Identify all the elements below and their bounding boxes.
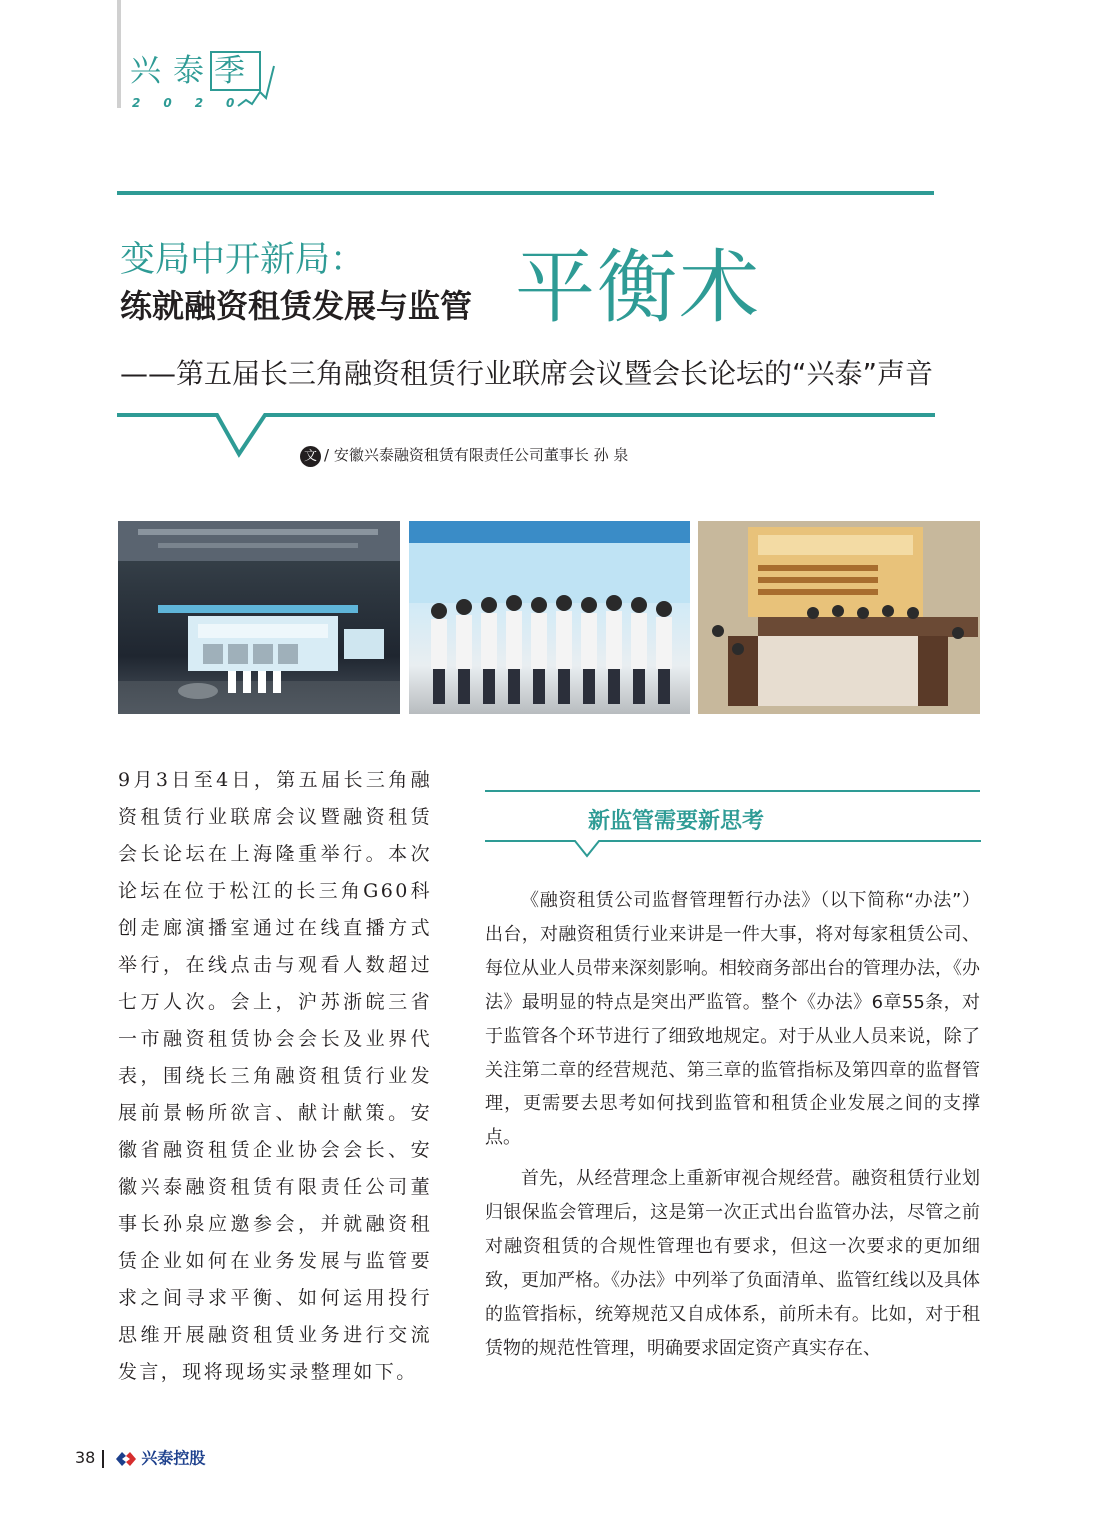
photo-studio-illustration [118, 521, 400, 714]
photo-meeting-illustration [698, 521, 980, 714]
page-number: 38 [75, 1448, 96, 1467]
title-line-2: 练就融资租赁发展与监管 [120, 287, 473, 325]
masthead-title-main: 兴泰 [130, 53, 216, 89]
masthead-year: 2020 [132, 96, 258, 110]
photo-meeting [698, 521, 980, 714]
masthead-title-boxed: 季 [210, 51, 261, 91]
section-bottom-rule [485, 832, 981, 860]
photo-studio [118, 521, 400, 714]
byline [300, 444, 628, 467]
footer-separator [102, 1450, 104, 1468]
section-top-rule [485, 790, 980, 792]
title-big: 平衡术 [515, 241, 761, 334]
subtitle: ——第五届长三角融资租赁行业联席会议暨会长论坛的“兴泰”声音 [120, 357, 934, 390]
masthead-bar [117, 0, 121, 108]
byline-text: / 安徽兴泰融资租赁有限责任公司董事长 孙 泉 [324, 446, 629, 464]
photo-group [409, 521, 690, 714]
left-column-paragraph: 9月3日至4日，第五届长三角融资租赁行业联席会议暨融资租赁会长论坛在上海隆重举行。本次论坛在位于松江的长三角G60科创走廊演播室通过在线直播方式举行，在线点击与观看人数超过七万人次。会上，沪苏浙皖三省一市融资租赁协会会长及业界代表，围绕长三角融资租赁行业发展前景畅所欲言、献计献策。安徽省融资租赁企业协会会长、安徽兴泰融资租赁有限责任公司董事长孙泉应邀参会，并就融资租赁企业如何在业务发展与监管要求之间寻求平衡、如何运用投行思维开展融资租赁业务进行交流发言，现将现场实录整理如下。 [118, 769, 432, 1383]
brand-logo-icon [114, 1450, 138, 1468]
section-heading: 新监管需要新思考 [587, 809, 764, 834]
right-paragraph-2: 首先，从经营理念上重新审视合规经营。融资租赁行业划归银保监会管理后，这是第一次正式出台监管办法，尽管之前对融资租赁的合规性管理也有要求，但这一次要求的更加细致，更加严格。《办法》中列举了负面清单、监管红线以及具体的监管指标，统筹规范又自成体系，前所未有。比如，对于租赁物的规范性管理，明确要求固定资产真实存在、 [485, 1168, 980, 1359]
byline-badge: 文 [300, 446, 321, 467]
right-paragraph-1: 《融资租赁公司监督管理暂行办法》（以下简称“办法”）出台，对融资租赁行业来讲是一件大事，将对每家租赁公司、每位从业人员带来深刻影响。相较商务部出台的管理办法，《办法》最明显的特点是突出严监管。整个《办法》6章55条，对于监管各个环节进行了细致地规定。对于从业人员来说，除了关注第二章的经营规范、第三章的监管指标及第四章的监督管理，更需要去思考如何找到监管和租赁企业发展之间的支撑点。 [485, 890, 980, 1149]
photo-group-illustration [409, 521, 690, 714]
brand-name: 兴泰控股 [141, 1448, 206, 1468]
title-top-rule [117, 191, 934, 195]
title-line-1: 变局中开新局： [120, 240, 366, 280]
footer [75, 1447, 205, 1470]
